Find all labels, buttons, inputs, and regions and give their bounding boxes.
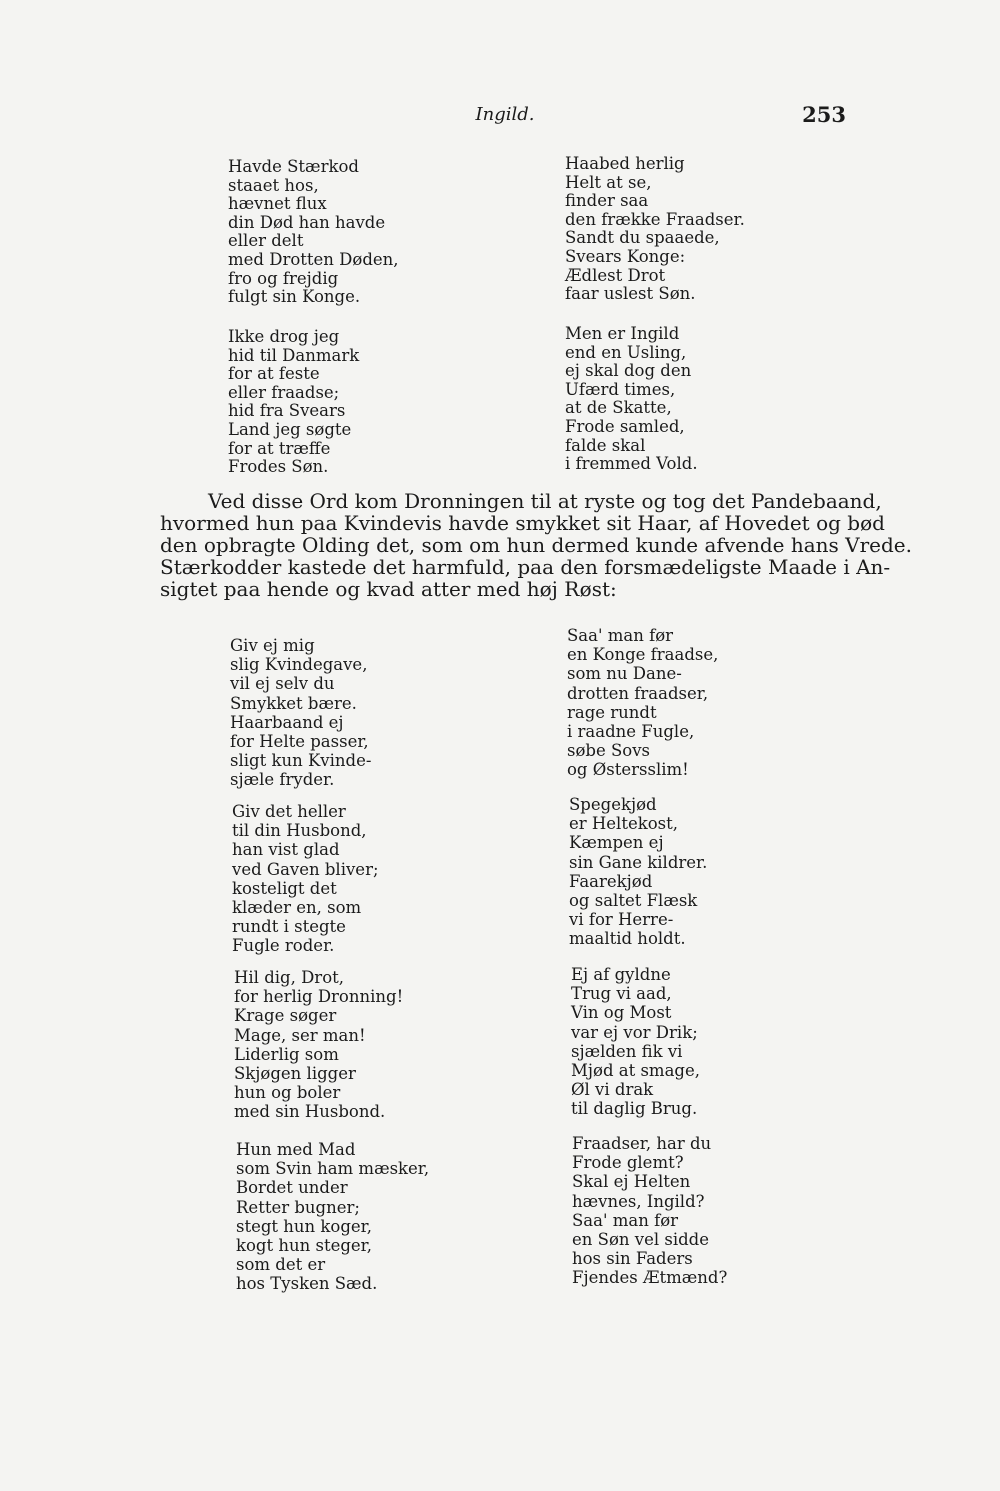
verse-line: Fraadser, har du xyxy=(572,1134,712,1153)
verse-line: Ufærd times, xyxy=(565,379,676,399)
verse-line: som det er xyxy=(236,1255,326,1275)
verse-line: vil ej selv du xyxy=(230,674,335,694)
verse-line: Giv ej mig xyxy=(230,636,315,655)
verse-line: Fjendes Ætmænd? xyxy=(572,1268,728,1288)
verse-line: han vist glad xyxy=(232,840,340,860)
verse-line: ved Gaven bliver; xyxy=(232,859,379,879)
verse-line: Hun med Mad xyxy=(236,1140,356,1159)
verse-line: i fremmed Vold. xyxy=(565,454,698,474)
verse-line: Haarbaand ej xyxy=(230,712,344,732)
verse-line: Retter bugner; xyxy=(236,1197,360,1217)
verse-line: Land jeg søgte xyxy=(228,419,352,439)
verse-line: Frode glemt? xyxy=(572,1153,684,1173)
verse-line: end en Usling, xyxy=(565,342,687,362)
stanza-bottom-left-4 xyxy=(236,1140,429,1294)
stanza-bottom-right-4 xyxy=(572,1134,727,1288)
verse-line: Frode samled, xyxy=(565,416,685,436)
verse-line: rage rundt xyxy=(567,702,657,722)
verse-line: drotten fraadser, xyxy=(567,683,709,703)
stanza-top-right-1 xyxy=(565,155,745,304)
verse-line: klæder en, som xyxy=(232,898,362,918)
verse-line: en Søn vel sidde xyxy=(572,1230,709,1250)
verse-line: sjælden fik vi xyxy=(571,1041,683,1061)
verse-line: Hil dig, Drot, xyxy=(234,968,345,987)
verse-line: til din Husbond, xyxy=(232,821,367,841)
verse-line: maaltid holdt. xyxy=(569,929,686,949)
stanza-top-right-2 xyxy=(565,325,698,474)
verse-line: hævnes, Ingild? xyxy=(572,1191,705,1211)
verse-line: hun og boler xyxy=(234,1083,341,1103)
prose-line: den opbragte Olding det, som om hun dermed kunde afvende hans Vrede. xyxy=(160,533,912,557)
verse-line: Trug vi aad, xyxy=(571,984,672,1004)
verse-line: eller delt xyxy=(228,231,304,251)
verse-line: Spegekjød xyxy=(569,795,657,814)
verse-line: Saa' man før xyxy=(567,626,674,645)
verse-line: Liderlig som xyxy=(234,1044,339,1064)
verse-line: hid til Danmark xyxy=(228,345,360,365)
prose-line: hvormed hun paa Kvindevis havde smykket sit Haar, af Hovedet og bød xyxy=(160,511,885,535)
verse-line: med Drotten Døden, xyxy=(228,249,399,269)
verse-line: Havde Stærkod xyxy=(228,157,359,176)
verse-line: ej skal dog den xyxy=(565,361,692,381)
verse-line: og Østersslim! xyxy=(567,760,689,780)
verse-line: Skjøgen ligger xyxy=(234,1064,356,1084)
prose-paragraph xyxy=(160,489,912,601)
verse-line: Bordet under xyxy=(236,1178,348,1198)
verse-line: faar uslest Søn. xyxy=(565,284,696,304)
verse-line: sjæle fryder. xyxy=(230,770,335,790)
verse-line: Mjød at smage, xyxy=(571,1061,700,1081)
verse-line: Sandt du spaaede, xyxy=(565,228,720,248)
verse-line: Ej af gyldne xyxy=(571,965,671,984)
verse-line: Men er Ingild xyxy=(565,324,680,343)
verse-line: staaet hos, xyxy=(228,175,319,195)
verse-line: som Svin ham mæsker, xyxy=(236,1159,430,1179)
verse-line: kogt hun steger, xyxy=(236,1236,373,1256)
verse-line: hos Tysken Sæd. xyxy=(236,1274,378,1294)
verse-line: Ikke drog jeg xyxy=(228,327,340,346)
running-title: Ingild. xyxy=(475,104,535,125)
verse-line: for Helte passer, xyxy=(230,732,369,752)
verse-line: hævnet flux xyxy=(228,194,327,214)
verse-line: din Død han havde xyxy=(228,212,386,232)
verse-line: at de Skatte, xyxy=(565,398,672,418)
stanza-top-left-2 xyxy=(228,328,359,477)
verse-line: Smykket bære. xyxy=(230,693,357,713)
verse-line: sin Gane kildrer. xyxy=(569,852,708,872)
verse-line: for at træffe xyxy=(228,438,331,458)
verse-line: Krage søger xyxy=(234,1006,337,1026)
verse-line: søbe Sovs xyxy=(567,741,650,761)
verse-line: Skal ej Helten xyxy=(572,1172,691,1192)
verse-line: Mage, ser man! xyxy=(234,1025,366,1045)
verse-line: Fugle roder. xyxy=(232,936,335,956)
verse-line: for at feste xyxy=(228,364,320,384)
verse-line: rundt i stegte xyxy=(232,917,346,937)
verse-line: i raadne Fugle, xyxy=(567,722,695,742)
verse-line: kosteligt det xyxy=(232,878,337,898)
verse-line: Giv det heller xyxy=(232,802,346,821)
stanza-bottom-right-2 xyxy=(569,795,707,949)
verse-line: med sin Husbond. xyxy=(234,1102,386,1122)
prose-line: Stærkodder kastede det harmfuld, paa den forsmædeligste Maade i An- xyxy=(160,555,891,579)
verse-line: Kæmpen ej xyxy=(569,833,664,853)
verse-line: Frodes Søn. xyxy=(228,457,329,477)
stanza-bottom-left-3 xyxy=(234,968,403,1122)
stanza-bottom-right-1 xyxy=(567,626,718,780)
verse-line: Helt at se, xyxy=(565,172,652,192)
stanza-top-left-1 xyxy=(228,158,399,307)
verse-line: Ædlest Drot xyxy=(565,265,666,285)
stanza-bottom-left-1 xyxy=(230,636,371,790)
verse-line: hid fra Svears xyxy=(228,401,346,421)
verse-line: og saltet Flæsk xyxy=(569,891,698,911)
verse-line: Saa' man før xyxy=(572,1210,679,1230)
verse-line: Vin og Most xyxy=(571,1003,672,1023)
stanza-bottom-left-2 xyxy=(232,802,379,956)
verse-line: Svears Konge: xyxy=(565,246,686,266)
verse-line: Faarekjød xyxy=(569,871,653,891)
verse-line: som nu Dane- xyxy=(567,664,682,684)
verse-line: vi for Herre- xyxy=(569,910,674,930)
prose-line: sigtet paa hende og kvad atter med høj Røst: xyxy=(160,577,617,601)
verse-line: en Konge fraadse, xyxy=(567,645,719,665)
verse-line: fro og frejdig xyxy=(228,268,339,288)
verse-line: finder saa xyxy=(565,191,649,211)
page-number: 253 xyxy=(802,102,846,127)
prose-line: Ved disse Ord kom Dronningen til at ryste og tog det Pandebaand, xyxy=(208,489,882,513)
verse-line: Haabed herlig xyxy=(565,154,685,173)
verse-line: hos sin Faders xyxy=(572,1249,693,1269)
verse-line: er Heltekost, xyxy=(569,814,678,834)
verse-line: falde skal xyxy=(565,435,646,455)
verse-line: slig Kvindegave, xyxy=(230,655,368,675)
verse-line: var ej vor Drik; xyxy=(571,1022,698,1042)
verse-line: den frække Fraadser. xyxy=(565,209,745,229)
verse-line: sligt kun Kvinde- xyxy=(230,751,372,771)
verse-line: stegt hun koger, xyxy=(236,1216,373,1236)
verse-line: fulgt sin Konge. xyxy=(228,287,361,307)
verse-line: eller fraadse; xyxy=(228,382,340,402)
verse-line: Øl vi drak xyxy=(571,1080,654,1100)
stanza-bottom-right-3 xyxy=(571,965,700,1119)
verse-line: til daglig Brug. xyxy=(571,1099,698,1119)
verse-line: for herlig Dronning! xyxy=(234,987,404,1007)
